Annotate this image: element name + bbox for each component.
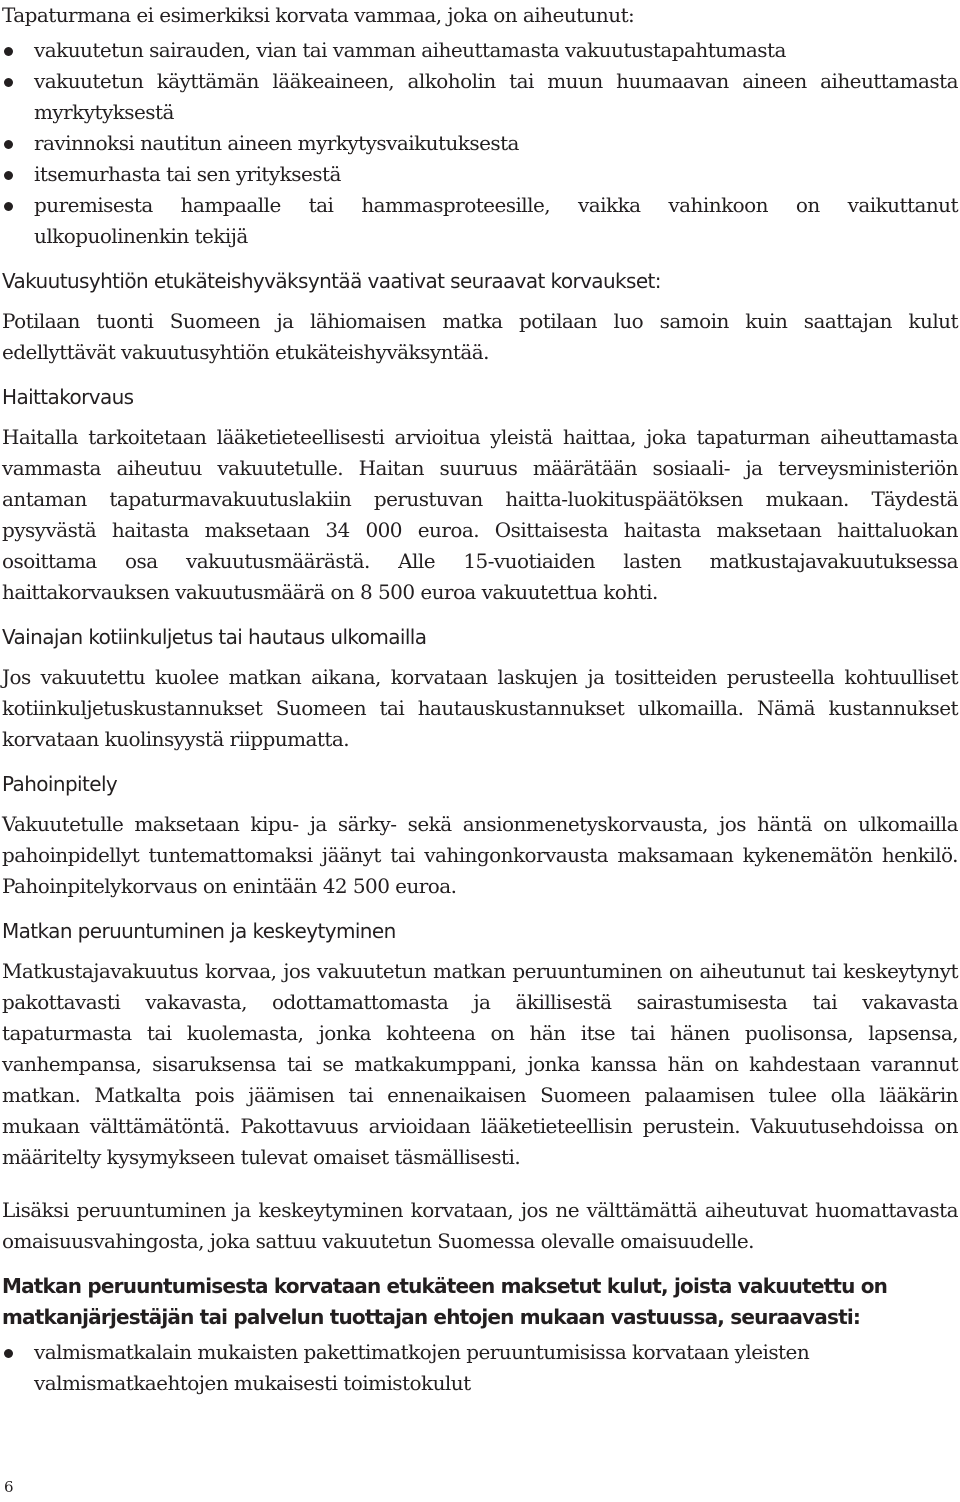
repatriation-text: Jos vakuutettu kuolee matkan aikana, korvataan laskujen ja tositteiden perusteella kohtuulliset kotiinkuljetuskustannukset Suomeen tai hautauskustannukset ulkomailla. Nämä kustannukset korvataan kuolinsyystä riippumatta. (2, 665, 958, 751)
page-number: 6 (4, 1478, 14, 1496)
list-item-text: vakuutetun käyttämän lääkeaineen, alkoholin tai muun huumaavan aineen aiheuttamasta myrkytyksestä (34, 69, 958, 124)
prepaid-costs-list (2, 1337, 958, 1399)
list-item-text: itsemurhasta tai sen yrityksestä (34, 162, 341, 186)
prior-approval-text: Potilaan tuonti Suomeen ja lähiomaisen matka potilaan luo samoin kuin saattajan kulut edellyttävät vakuutusyhtiön etukäteishyväksyntää. (2, 309, 958, 364)
list-item (2, 66, 958, 128)
bullet-icon (4, 171, 13, 180)
repatriation-heading: Vainajan kotiinkuljetus tai hautaus ulkomailla (2, 625, 427, 649)
bullet-icon (4, 202, 13, 211)
cancellation-heading: Matkan peruuntuminen ja keskeytyminen (2, 919, 396, 943)
list-item-text: ravinnoksi nautitun aineen myrkytysvaikutuksesta (34, 131, 519, 155)
bullet-icon (4, 47, 13, 56)
cancellation-text-additional: Lisäksi peruuntuminen ja keskeytyminen korvataan, jos ne välttämättä aiheutuvat huomattavasta omaisuusvahingosta, joka sattuu vakuutetun Suomessa olevalle omaisuudelle. (2, 1198, 958, 1253)
list-item-text: puremisesta hampaalle tai hammasproteesille, vaikka vahinkoon on vaikuttanut ulkopuolinenkin tekijä (34, 193, 958, 248)
list-item (2, 1337, 958, 1399)
assault-text: Vakuutetulle maksetaan kipu- ja särky- sekä ansionmenetyskorvausta, jos häntä on ulkomailla pahoinpidellyt tuntemattomaksi jäänyt tai vahingonkorvausta maksamaan kykenemätön henkilö. Pahoinpitelykorvaus on enintään 42 500 euroa. (2, 812, 958, 898)
list-item (2, 190, 958, 252)
cancellation-text: Matkustajavakuutus korvaa, jos vakuutetun matkan peruuntuminen on aiheutunut tai keskeytynyt pakottavasti vakavasta, odottamattomasta ja äkillisestä sairastumisesta tai vakavasta tapaturmasta tai kuolemasta, jonka kohteena on hän itse tai hänen puolisonsa, lapsensa, vanhempansa, sisaruksensa tai se matkakumppani, jonka kanssa hän on kahdestaan varannut matkan. Matkalta pois jäämisen tai ennenaikaisen Suomeen palaamisen tulee olla lääkärin mukaan välttämätöntä. Pakottavuus arvioidaan lääketieteellisin perustein. Vakuutusehdoissa on määritelty kysymykseen tulevat omaiset täsmällisesti. (2, 959, 958, 1169)
disability-text: Haitalla tarkoitetaan lääketieteellisesti arvioitua yleistä haittaa, joka tapaturman aiheuttamasta vammasta aiheutuu vakuutetulle. Haitan suuruus määrätään sosiaali- ja terveysministeriön antaman tapaturmavakuutuslakiin perustuvan haitta-luokituspäätöksen mukaan. Täydestä pysyvästä haitasta maksetaan 34 000 euroa. Osittaisesta haitasta maksetaan haittaluokan osoittama osa vakuutusmäärästä. Alle 15-vuotiaiden lasten matkustajavakuutuksessa haittakorvauksen vakuutusmäärä on 8 500 euroa vakuutettua kohti. (2, 425, 958, 604)
list-item (2, 128, 958, 159)
list-item-text: valmismatkalain mukaisten pakettimatkojen peruuntumisissa korvataan yleisten valmismatkaehtojen mukaisesti toimistokulut (34, 1340, 810, 1395)
list-item-text: vakuutetun sairauden, vian tai vamman aiheuttamasta vakuutustapahtumasta (34, 38, 786, 62)
list-item (2, 159, 958, 190)
bullet-icon (4, 78, 13, 87)
bullet-icon (4, 1349, 13, 1358)
list-item (2, 35, 958, 66)
prepaid-costs-heading: Matkan peruuntumisesta korvataan etukäteen maksetut kulut, joista vakuutettu on matkanjärjestäjän tai palvelun tuottajan ehtojen mukaan vastuussa, seuraavasti: (2, 1274, 888, 1329)
document-page (2, 0, 958, 1399)
exclusions-list (2, 35, 958, 252)
disability-heading: Haittakorvaus (2, 385, 134, 409)
assault-heading: Pahoinpitely (2, 772, 118, 796)
intro-text: Tapaturmana ei esimerkiksi korvata vammaa, joka on aiheutunut: (2, 3, 635, 27)
bullet-icon (4, 140, 13, 149)
prior-approval-heading: Vakuutusyhtiön etukäteishyväksyntää vaativat seuraavat korvaukset: (2, 269, 661, 293)
